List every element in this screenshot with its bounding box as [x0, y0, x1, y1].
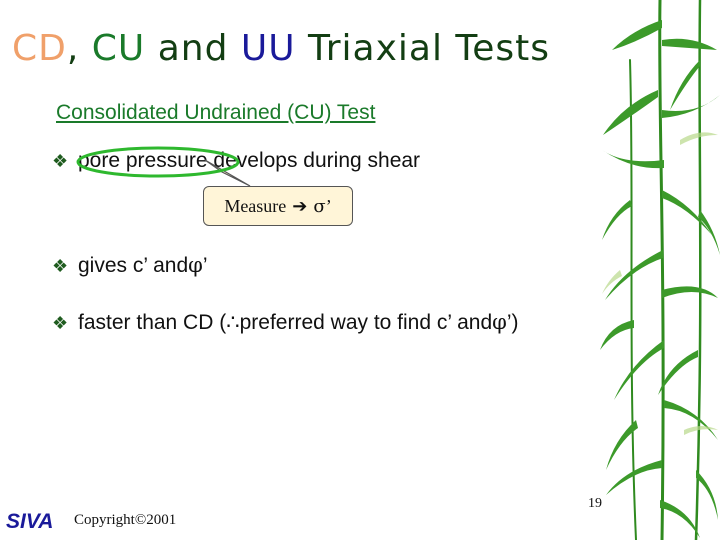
- title-uu: UU: [240, 28, 296, 69]
- bamboo-stem: [660, 0, 663, 540]
- therefore-symbol: ∴: [226, 310, 240, 334]
- page-number: 19: [588, 496, 602, 511]
- diamond-bullet-icon: ❖: [52, 313, 69, 333]
- bullet-text-c: ’): [506, 311, 519, 334]
- title-sep-1: ,: [66, 28, 92, 69]
- section-subtitle: Consolidated Undrained (CU) Test: [56, 101, 376, 124]
- highlight-ellipse: [78, 148, 238, 176]
- bamboo-stem: [696, 0, 700, 540]
- title-rest: Triaxial Tests: [295, 28, 551, 69]
- bamboo-decoration: [600, 0, 720, 540]
- bullet-text-b: preferred way to find c’ and: [239, 311, 493, 334]
- callout-label: Measure: [224, 195, 287, 216]
- callout-prime: ’: [325, 195, 332, 216]
- siva-logo: SIVA: [6, 510, 54, 533]
- bullet-faster-than-cd: [52, 310, 519, 335]
- bullet-text-a: faster than CD (: [78, 311, 227, 334]
- bullet-text: pore pressure develops during shear: [78, 149, 421, 172]
- title-cd: CD: [12, 28, 67, 69]
- bullet-text-b: ’: [202, 254, 208, 277]
- bullet-gives-c-phi: [52, 253, 208, 278]
- bamboo-stem: [630, 60, 636, 540]
- phi-symbol: φ: [188, 253, 203, 277]
- phi-symbol: φ: [492, 310, 507, 334]
- diamond-bullet-icon: ❖: [52, 256, 69, 276]
- title-sep-2: and: [145, 28, 241, 69]
- copyright-notice: Copyright©2001: [74, 512, 177, 528]
- bullet-text-a: gives c’ and: [78, 254, 189, 277]
- title-cu: CU: [91, 28, 146, 69]
- callout-sigma: σ: [313, 195, 326, 217]
- diamond-bullet-icon: ❖: [52, 151, 69, 171]
- right-arrow-icon: ➔: [292, 195, 308, 216]
